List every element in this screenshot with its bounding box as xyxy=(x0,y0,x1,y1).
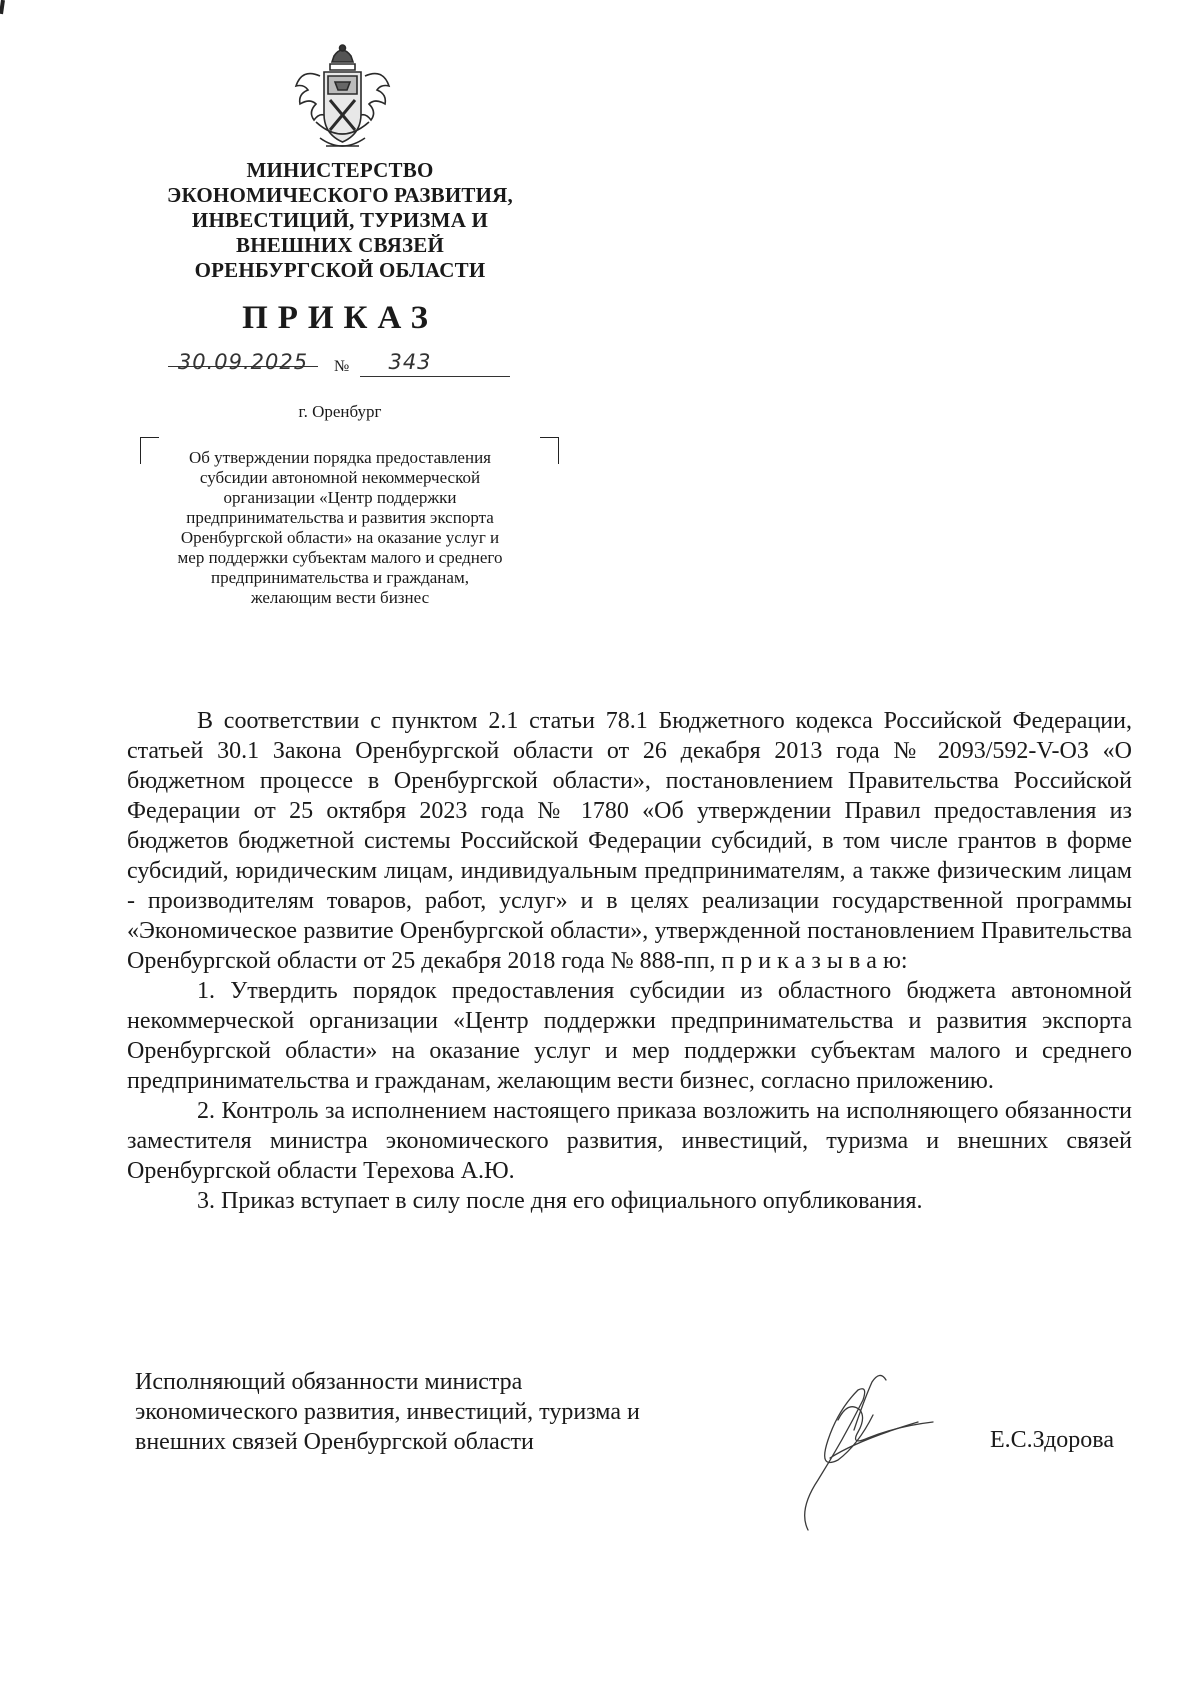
ministry-line: ЭКОНОМИЧЕСКОГО РАЗВИТИЯ, xyxy=(167,183,513,207)
document-title: ПРИКАЗ xyxy=(242,300,438,336)
city: г. Оренбург xyxy=(298,402,382,421)
order-item: 1. Утвердить порядок предоставления субсидии из областного бюджета автономной некоммерческой организации «Центр поддержки предпринимательства и развития экспорта Оренбургской области» на оказание услуг и мер поддержки субъектам малого и среднего предпринимательства и гражданам, желающим вести бизнес, согласно приложению. xyxy=(127,978,1132,1094)
order-date: 30.09.2025 xyxy=(177,350,309,374)
ministry-line: МИНИСТЕРСТВО xyxy=(246,158,434,182)
order-item: 2. Контроль за исполнением настоящего приказа возложить на исполняющего обязанности заместителя министра экономического развития, инвестиций, туризма и внешних связей Оренбургской области Терехова А.Ю. xyxy=(127,1098,1132,1184)
ministry-line: ОРЕНБУРГСКОЙ ОБЛАСТИ xyxy=(194,258,486,282)
subject-line: Об утверждении порядка предоставления xyxy=(189,448,491,467)
position-line: Исполняющий обязанности министра xyxy=(135,1369,523,1395)
handwritten-signature xyxy=(768,1360,968,1540)
subject-line: организации «Центр поддержки xyxy=(223,488,457,507)
position-line: экономического развития, инвестиций, туризма и xyxy=(135,1399,640,1425)
coat-of-arms-icon xyxy=(290,42,395,154)
order-subject xyxy=(120,448,560,608)
subject-line: Оренбургской области» на оказание услуг и xyxy=(180,528,500,547)
preamble-paragraph: В соответствии с пунктом 2.1 статьи 78.1 Бюджетного кодекса Российской Федерации, статьей 30.1 Закона Оренбургской области от 26 декабря 2013 года № 2093/592-V-ОЗ «О бюджетном процессе в Оренбургской области», постановлением Правительства Российской Федерации от 25 октября 2023 года № 1780 «Об утверждении Правил предоставления из бюджетов бюджетной системы Российской Федерации субсидий, в том числе грантов в форме субсидий, юридическим лицам, индивидуальным предпринимателям, а также физическим лицам - производителям товаров, работ, услуг» и в целях реализации государственной программы «Экономическое развитие Оренбургской области», утвержденной постановлением Правительства Оренбургской области от 25 декабря 2018 года № 888-пп, п р и к а з ы в а ю: xyxy=(127,708,1132,974)
number-underline xyxy=(360,376,510,377)
order-number: 343 xyxy=(388,350,432,374)
number-label: № xyxy=(334,358,350,375)
ministry-name xyxy=(120,158,560,283)
order-body xyxy=(127,706,1132,1216)
signatory-position xyxy=(135,1367,775,1457)
subject-line: субсидии автономной некоммерческой xyxy=(199,468,481,487)
date-underline xyxy=(168,366,318,367)
ministry-line: ИНВЕСТИЦИЙ, ТУРИЗМА И xyxy=(191,208,489,232)
subject-line: мер поддержки субъектам малого и среднего xyxy=(177,548,503,567)
ministry-line: ВНЕШНИХ СВЯЗЕЙ xyxy=(235,233,444,257)
signatory-name: Е.С.Здорова xyxy=(990,1427,1114,1453)
order-item: 3. Приказ вступает в силу после дня его официального опубликования. xyxy=(197,1188,923,1214)
position-line: внешних связей Оренбургской области xyxy=(135,1429,534,1455)
subject-line: желающим вести бизнес xyxy=(250,588,430,607)
subject-line: предпринимательства и гражданам, xyxy=(211,568,469,587)
scan-mark xyxy=(0,0,5,14)
subject-line: предпринимательства и развития экспорта xyxy=(186,508,494,527)
